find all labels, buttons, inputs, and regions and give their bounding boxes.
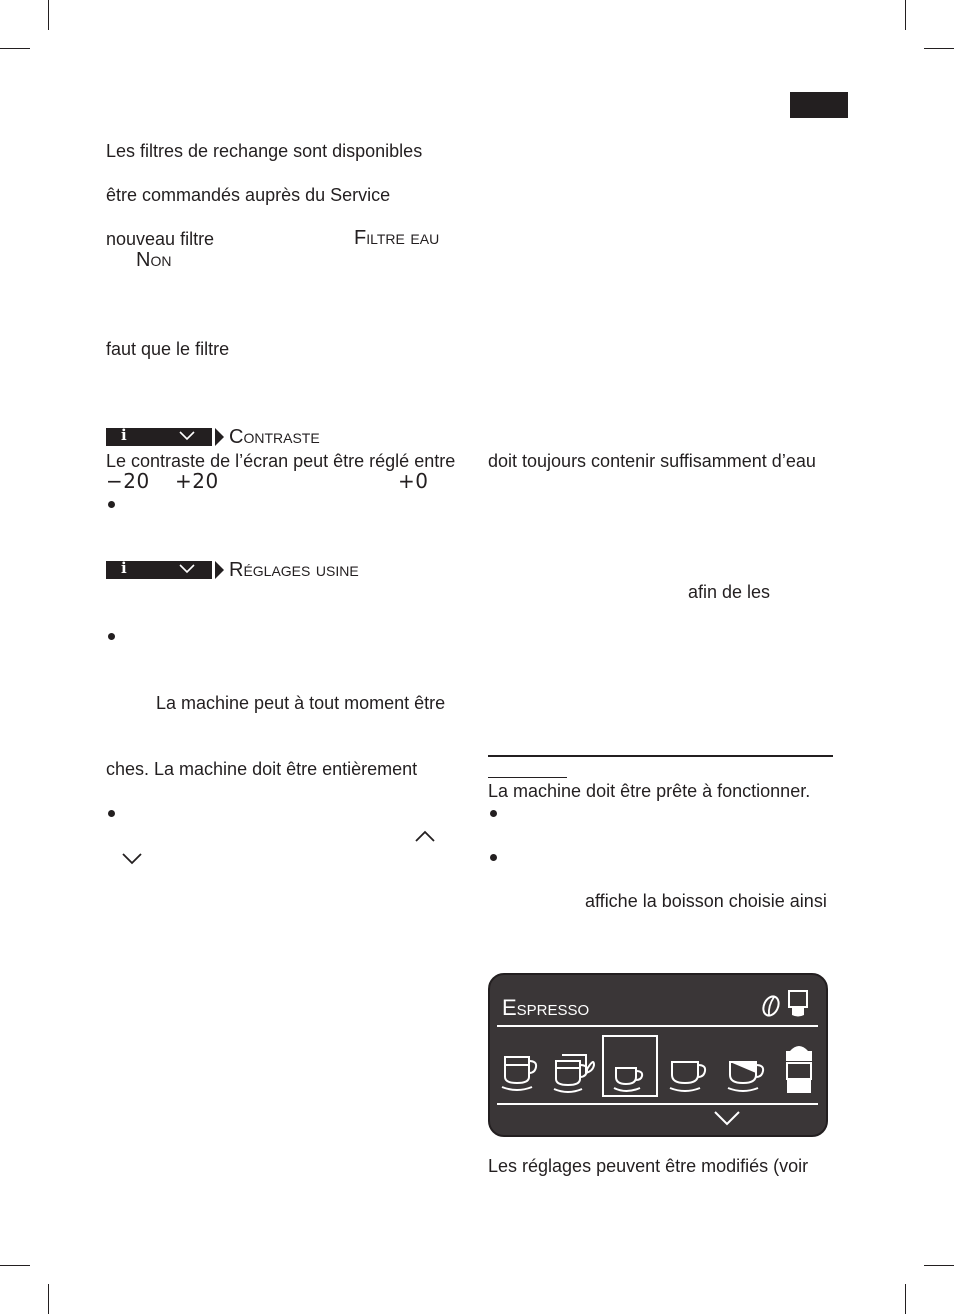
bullet (108, 810, 115, 817)
menu-term-filtre-eau: Filtre eau (354, 227, 440, 249)
latte-glass-icon (782, 1041, 816, 1097)
text-line: La machine doit être prête à fonctionner. (488, 781, 811, 801)
crop-mark (48, 1284, 49, 1314)
section-divider (488, 755, 833, 757)
text-line: afin de les (688, 582, 771, 602)
chevron-up-icon (414, 829, 436, 843)
section-title-contraste: Contraste (229, 426, 320, 448)
bullet (108, 501, 115, 508)
display-divider (497, 1103, 818, 1105)
bullet (490, 810, 497, 817)
contrast-min: −20 (106, 469, 150, 493)
text-line: nouveau filtre (106, 229, 215, 249)
crop-mark (48, 0, 49, 30)
bean-icon (760, 993, 782, 1019)
menu-term-non: Non (136, 249, 172, 271)
crop-mark (924, 1265, 954, 1266)
chevron-down-icon (178, 430, 196, 442)
crop-mark (0, 1265, 30, 1266)
crop-mark (924, 48, 954, 49)
info-icon: i (121, 426, 127, 444)
large-cup-icon (500, 1055, 542, 1095)
language-tab (790, 92, 848, 118)
display-divider (497, 1025, 818, 1027)
contrast-default: +0 (398, 469, 429, 493)
heading-underline (488, 777, 567, 778)
text-line: faut que le filtre (106, 339, 230, 359)
text-line: Les réglages peuvent être modifiés (voir (488, 1156, 809, 1176)
text-line: Le contraste de l’écran peut être réglé entre (106, 451, 456, 471)
cup-small-icon (786, 989, 810, 1019)
section-title-reglages-usine: Réglages usine (229, 559, 359, 581)
coffee-cup-icon (668, 1059, 712, 1095)
bullet (490, 854, 497, 861)
crop-mark (905, 0, 906, 30)
text-line: Les filtres de rechange sont disponibles (106, 141, 423, 161)
arrow-right-icon (215, 561, 224, 579)
double-cup-icon (552, 1053, 600, 1095)
text-line: être commandés auprès du Service (106, 185, 391, 205)
crop-mark (905, 1284, 906, 1314)
text-line: La machine peut à tout moment être (156, 693, 446, 713)
espresso-cup-icon (612, 1065, 650, 1095)
display-title: Espresso (502, 995, 590, 1020)
info-menu-bar (106, 561, 212, 579)
arrow-right-icon (215, 428, 224, 446)
cappuccino-cup-icon (726, 1059, 770, 1095)
text-line: ches. La machine doit être entièrement (106, 759, 418, 779)
machine-display (488, 973, 828, 1137)
crop-mark (0, 48, 30, 49)
chevron-down-icon (178, 563, 196, 575)
text-line: doit toujours contenir suffisamment d’eau (488, 451, 816, 471)
text-line: affiche la boisson choisie ainsi (585, 891, 827, 911)
info-icon: i (121, 559, 127, 577)
chevron-down-icon (121, 852, 143, 866)
chevron-down-icon (713, 1109, 741, 1127)
bullet (108, 633, 115, 640)
info-menu-bar (106, 428, 212, 446)
contrast-max: +20 (175, 469, 219, 493)
